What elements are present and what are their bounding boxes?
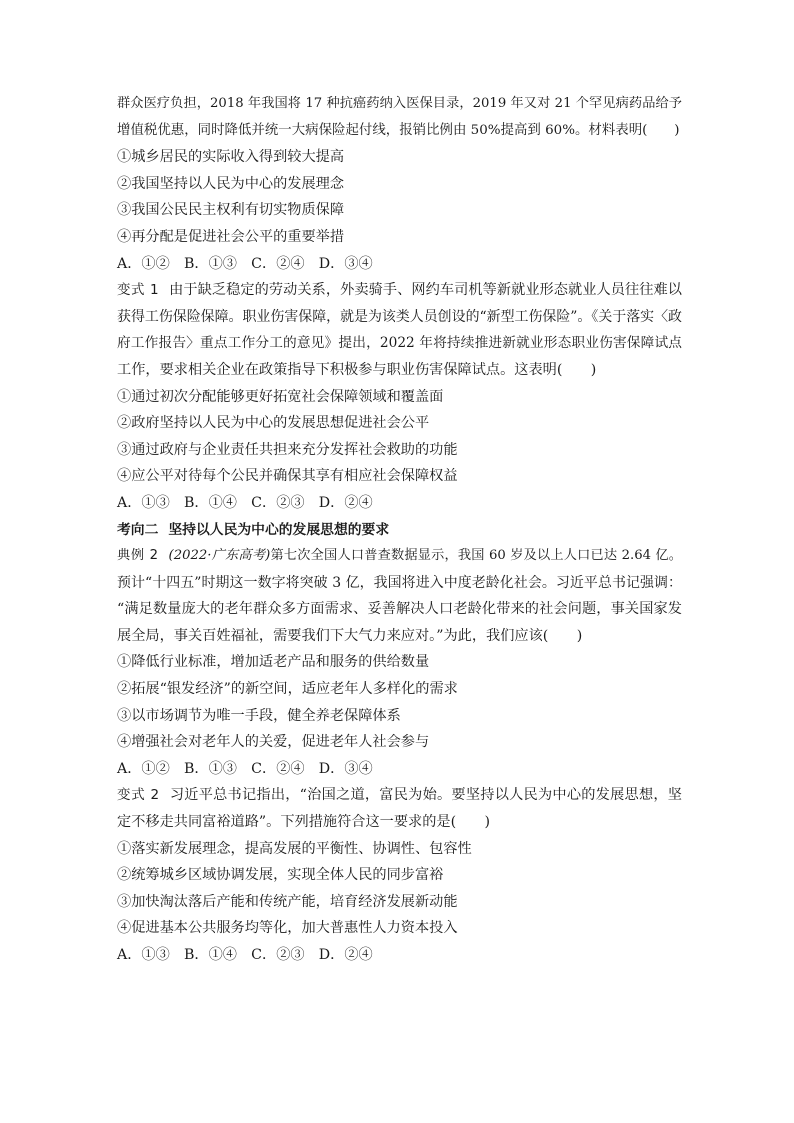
option-4: ④促进基本公共服务均等化，加大普惠性人力资本投入 xyxy=(117,920,458,937)
option-2: ②我国坚持以人民为中心的发展理念 xyxy=(117,175,345,192)
question-stem-line: 增值税优惠，同时降低并统一大病保险起付线，报销比例由 50%提高到 60%。材料表明( ) xyxy=(117,122,680,138)
option-1: ①城乡居民的实际收入得到较大提高 xyxy=(117,149,345,166)
example-2-stem-line xyxy=(117,543,682,570)
example-2-source: (2022·广东高考) xyxy=(168,548,271,564)
option-1: ①通过初次分配能够更好拓宽社会保障领域和覆盖面 xyxy=(117,388,444,405)
answer-choices: A．①③ B．①④ C．②③ D．②④ xyxy=(117,947,373,963)
example-2-stem-line: 展全局，事关百姓福祉，需要我们下大气力来应对。”为此，我们应该( ) xyxy=(117,627,583,644)
answer-choices: A．①② B．①③ C．②④ D．③④ xyxy=(117,760,373,777)
variant-1-stem-line xyxy=(117,277,682,304)
variant-1-stem-line: 工作，要求相关企业在政策指导下积极参与职业伤害保障试点。这表明( ) xyxy=(117,361,597,378)
option-2: ②政府坚持以人民为中心的发展思想促进社会公平 xyxy=(117,415,430,432)
option-3: ③加快淘汰落后产能和传统产能，培育经济发展新动能 xyxy=(117,893,458,910)
document-content xyxy=(117,91,682,969)
answer-choices: A．①③ B．①④ C．②③ D．②④ xyxy=(117,494,373,511)
example-2-stem-text: 第七次全国人口普查数据显示，我国 60 岁及以上人口已达 2.64 亿。 xyxy=(270,548,682,564)
variant-2-stem-line xyxy=(117,782,682,809)
variant-1-stem-text: 由于缺乏稳定的劳动关系，外卖骑手、网约车司机等新就业形态就业人员往往难以 xyxy=(169,282,682,299)
option-2: ②统筹城乡区域协调发展，实现全体人民的同步富裕 xyxy=(117,867,444,884)
variant-2-stem-text: 习近平总书记指出，“治国之道，富民为始。要坚持以人民为中心的发展思想，坚 xyxy=(169,787,682,804)
section-title: 坚持以人民为中心的发展思想的要求 xyxy=(168,521,390,538)
option-3: ③以市场调节为唯一手段，健全养老保障体系 xyxy=(117,707,401,724)
option-4: ④再分配是促进社会公平的重要举措 xyxy=(117,228,345,245)
option-1: ①落实新发展理念，提高发展的平衡性、协调性、包容性 xyxy=(117,840,472,857)
example-2-stem-line: “满足数量庞大的老年群众多方面需求、妥善解决人口老龄化带来的社会问题，事关国家发 xyxy=(117,601,682,618)
variant-1-label: 变式 1 xyxy=(117,282,160,299)
option-1: ①降低行业标准，增加适老产品和服务的供给数量 xyxy=(117,654,430,671)
option-3: ③通过政府与企业责任共担来充分发挥社会救助的功能 xyxy=(117,441,458,458)
section-heading xyxy=(117,517,682,544)
option-4: ④应公平对待每个公民并确保其享有相应社会保障权益 xyxy=(117,468,458,485)
variant-1-stem-line: 获得工伤保险保障。职业伤害保障，就是为该类人员创设的“新型工伤保险”。《关于落实〈政 xyxy=(117,308,682,325)
example-2-stem-line: 预计“十四五”时期这一数字将突破 3 亿，我国将进入中度老龄化社会。习近平总书记强调： xyxy=(117,574,682,591)
variant-2-label: 变式 2 xyxy=(117,787,160,804)
option-4: ④增强社会对老年人的关爱，促进老年人社会参与 xyxy=(117,734,430,751)
option-2: ②拓展“银发经济”的新空间，适应老年人多样化的需求 xyxy=(117,681,458,698)
variant-2-stem-line: 定不移走共同富裕道路”。下列措施符合这一要求的是( ) xyxy=(117,814,491,831)
section-label: 考向二 xyxy=(117,521,159,538)
variant-1-stem-line: 府工作报告〉重点工作分工的意见》提出，2022 年将持续推进新就业形态职业伤害保障试点 xyxy=(117,335,682,352)
answer-choices: A．①② B．①③ C．②④ D．③④ xyxy=(117,255,373,272)
example-2-label: 典例 2 xyxy=(117,548,159,564)
question-stem-line: 群众医疗负担，2018 年我国将 17 种抗癌药纳入医保目录，2019 年又对 21 个罕见病药品给予 xyxy=(117,96,682,111)
option-3: ③我国公民民主权利有切实物质保障 xyxy=(117,202,345,219)
